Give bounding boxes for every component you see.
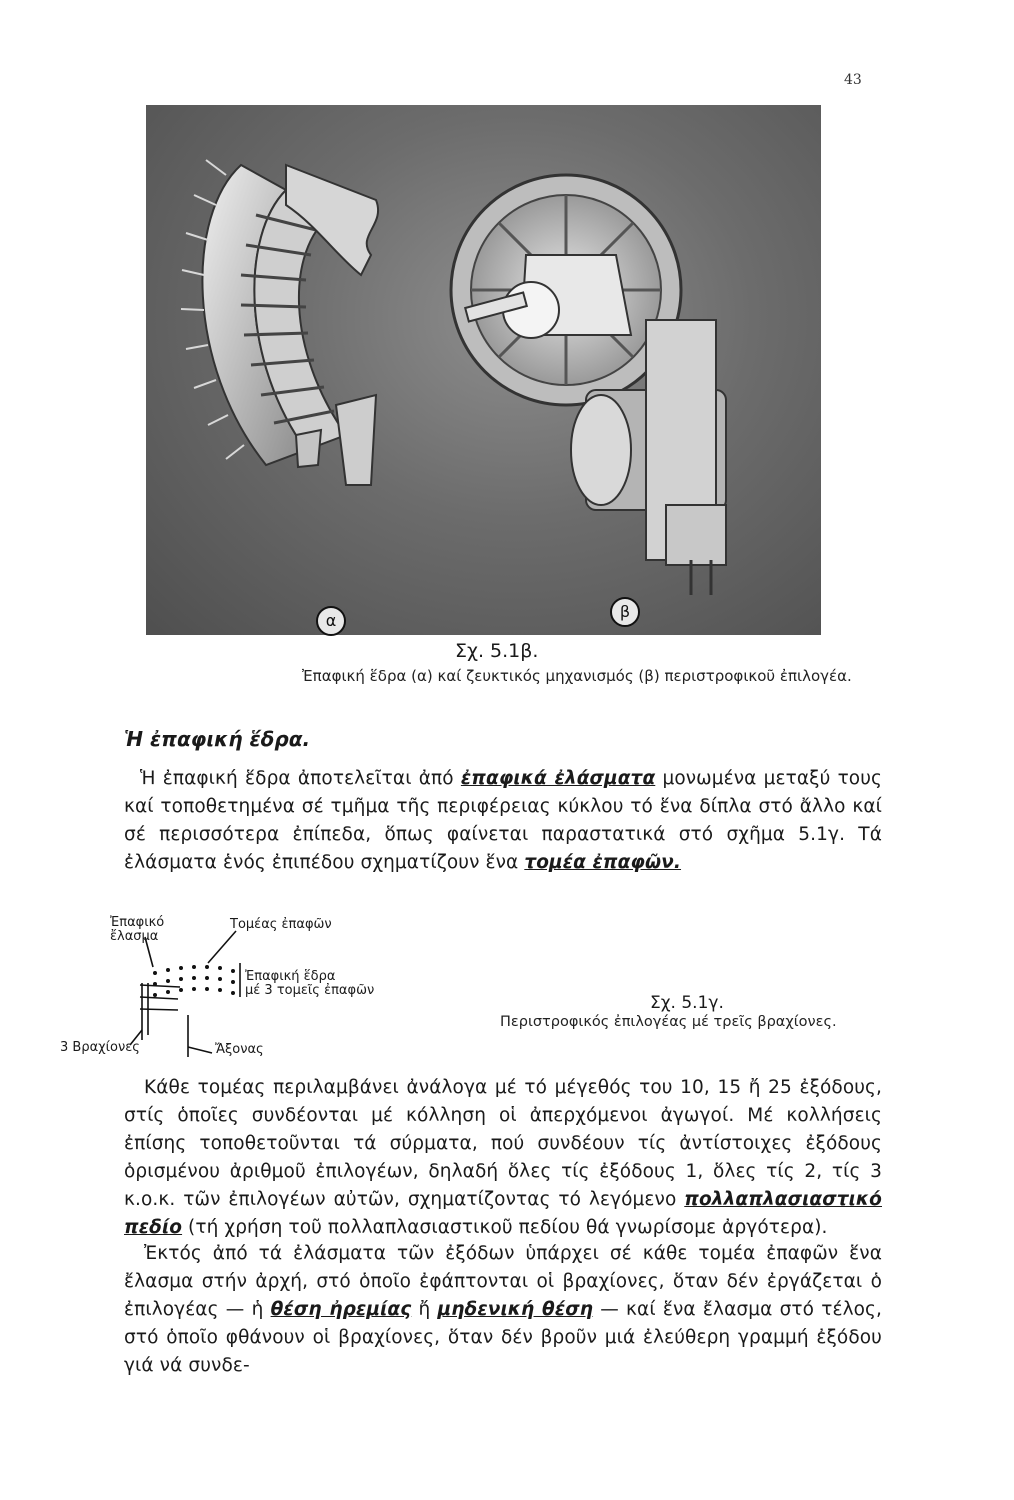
- diagram-label-sector: Τομέας ἐπαφῶν: [230, 917, 332, 932]
- paragraph-text: μονωμένα μεταξύ τους καί τοποθετημένα σέ τμῆμα τῆς περιφέρειας κύκλου τό ἕνα δίπλα στό ἄλλο καί σέ περισσότερα ἐπίπεδα, ὅπως φαίνεται παραστατικά στό σχῆμα 5.1γ. Τά ἐλάσματα ἑνός ἐπιπέδου σχηματίζουν ἕνα: [124, 768, 882, 873]
- paragraph-text: Ἐκτός ἀπό τά ἐλάσματα τῶν ἐξόδων ὑπάρχει σέ κάθε τομέα ἐπαφῶν ἕνα ἔλασμα στήν ἀρχή, στό ὁποῖο ἐφάπτονται οἱ βραχίονες, ὅταν δέν ἐργάζεται ὁ ἐπιλογέας — ἡ: [124, 1243, 882, 1320]
- photo-illustration: [146, 105, 821, 635]
- paragraph-2: [124, 1074, 882, 1242]
- paragraph-text: (τή χρήση τοῦ πολλαπλασιαστικοῦ πεδίου θά γνωρίσομε ἀργότερα).: [182, 1217, 828, 1238]
- paragraph-text: Κάθε τομέας περιλαμβάνει ἀνάλογα μέ τό μέγεθός του 10, 15 ἤ 25 ἐξόδους, στίς ὁποῖες συνδέονται μέ κόλληση οἱ ἀπερχόμενοι ἀγωγοί. Μέ κολλήσεις ἐπίσης τοποθετοῦνται τά σύρματα, πού συνδέουν τίς ἀντίστοιχες ἐξόδους ὁρισμένου ἀριθμοῦ ἐπιλογέων, δηλαδή ὅλες τίς ἐξόδους 1, ὅλες τίς 2, τίς 3 κ.ο.κ. τῶν ἐπιλογέων αὐτῶν, σχηματίζοντας τό λεγόμενο: [124, 1077, 882, 1210]
- emphasis-term: τομέα ἐπαφῶν.: [524, 852, 682, 873]
- figure-caption: Ἐπαφική ἕδρα (α) καί ζευκτικός μηχανισμός (β) περιστροφικοῦ ἐπιλογέα.: [302, 667, 852, 685]
- selector-mechanism-object: [451, 175, 726, 595]
- paragraph-text: Ἡ ἐπαφική ἕδρα ἀποτελεῖται ἀπό: [140, 768, 461, 789]
- emphasis-term: θέση ἠρεμίας: [270, 1299, 412, 1320]
- contact-seat-object: [181, 160, 378, 485]
- section-heading: Ἡ ἐπαφική ἕδρα.: [124, 727, 311, 751]
- diagram-label-seat-1: Ἐπαφική ἕδρα: [245, 969, 336, 984]
- paragraph-1: [124, 765, 882, 877]
- diagram-label-contact-1: Ἐπαφικό: [110, 915, 165, 930]
- figure-caption-2: Περιστροφικός ἐπιλογέας μέ τρεῖς βραχίονες.: [500, 1014, 837, 1030]
- photo-label-b: β: [610, 597, 640, 627]
- emphasis-term: πολλαπλασιαστικό πεδίο: [124, 1189, 882, 1238]
- diagram-label-arms: 3 Βραχίονες: [60, 1040, 140, 1055]
- paragraph-text: — καί ἕνα ἔλασμα στό τέλος, στό ὁποῖο φθάνουν οἱ βραχίονες, ὅταν δέν βροῦν μιά ἐλεύθερη γραμμή ἐξόδου γιά νά συνδε-: [124, 1299, 882, 1376]
- diagram-label-axis: Ἄξονας: [215, 1042, 264, 1057]
- figure-number-2: Σχ. 5.1γ.: [650, 993, 724, 1013]
- page-number: 43: [844, 72, 862, 88]
- photo-label-a: α: [316, 606, 346, 636]
- paragraph-3: [124, 1240, 882, 1380]
- diagram-label-seat-2: μέ 3 τομεῖς ἐπαφῶν: [245, 983, 375, 998]
- figure-number: Σχ. 5.1β.: [455, 640, 539, 662]
- diagram-label-contact-2: ἔλασμα: [110, 929, 159, 944]
- figure-photo: [146, 105, 821, 635]
- emphasis-term: μηδενική θέση: [437, 1299, 594, 1320]
- paragraph-text: ἤ: [411, 1299, 438, 1320]
- emphasis-term: ἐπαφικά ἐλάσματα: [460, 768, 656, 789]
- selector-diagram: [60, 915, 390, 1060]
